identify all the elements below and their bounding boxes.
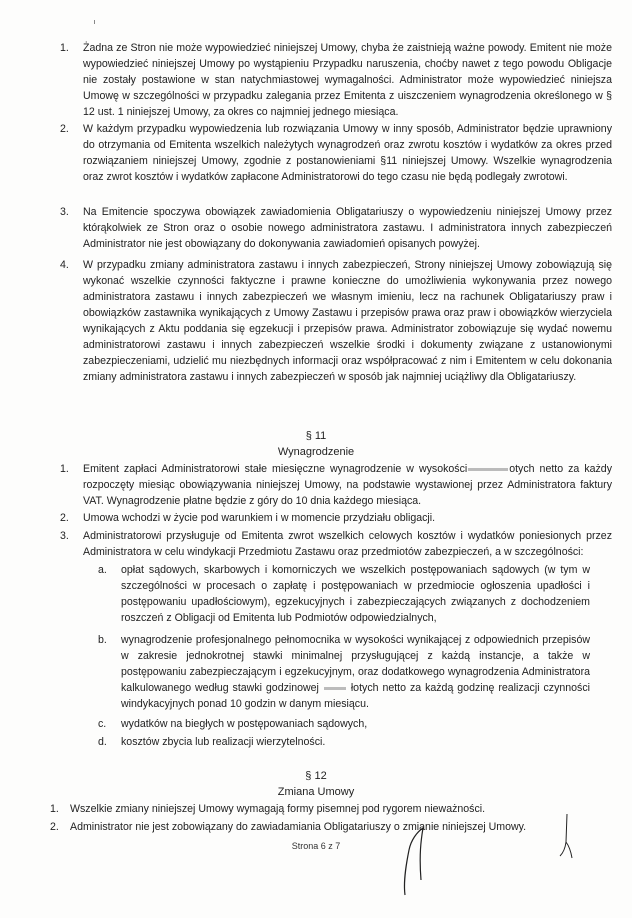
s11-sub-d-num: d.: [98, 736, 107, 748]
page-footer: Strona 6 z 7: [291, 841, 341, 851]
s10-item-4: [60, 257, 612, 385]
s11-sub-b-body: [121, 632, 590, 712]
s11-sub-b: [98, 632, 590, 712]
section-11-number: § 11: [305, 430, 327, 442]
s11-sub-c-text: wydatków na biegłych w postępowaniach sądowych,: [121, 718, 368, 730]
s11-sub-b-text-b: łotych netto za każdą godzinę realizacji czynności windykacyjnych ponad 10 godzin w danym miesiącu.: [121, 682, 590, 710]
s11-item-1-text-b: otych netto za każdy rozpoczęty miesiąc obowiązywania niniejszej Umowy, na podstawie wystawionej przez Administratora faktury VAT. Wynagrodzenie płatne będzie z góry do 10 dnia każdego miesiąca.: [83, 463, 612, 507]
s11-sub-a-text: opłat sądowych, skarbowych i komorniczych we wszelkich postępowaniach sądowych (w tym w szczególności w procesach o zapłatę i postępowaniach w przedmiocie ogłoszenia upadłości i postępowaniu upadłościowym), egzekucyjnych i zabezpieczających związanych z dochodzeniem roszczeń z Obligacji od Emitenta lub Podmiotów odpowiedzialnych,: [121, 564, 590, 624]
s11-item-1-text-a: Emitent zapłaci Administratorowi stałe miesięczne wynagrodzenie w wysokości: [83, 463, 468, 475]
section-12-title: Zmiana Umowy: [277, 786, 355, 798]
s11-sub-a: [98, 562, 590, 626]
s11-item-1-body: [83, 461, 612, 509]
s11-item-3-num: 3.: [60, 530, 69, 542]
s11-sub-d-text: kosztów zbycia lub realizacji wierzytelności.: [121, 736, 326, 748]
section-11-title: Wynagrodzenie: [277, 446, 355, 458]
s11-sub-c: [98, 716, 590, 732]
s10-item-2-text: W każdym przypadku wypowiedzenia lub rozwiązania Umowy w inny sposób, Administrator będzie uprawniony do otrzymania od Emitenta wszelkich należytych wynagrodzeń oraz zwrotu kosztów i wydatków za okres przed rozwiązaniem niniejszej Umowy, zgodnie z postanowieniami §11 niniejszej Umowy. Wszelkie wynagrodzenia oraz zwrot kosztów i wydatków zapłacone Administratorowi do tego czasu nie będą podlegały zwrotowi.: [83, 123, 612, 183]
s12-item-2-num: 2.: [50, 821, 59, 833]
s12-item-1: [50, 801, 602, 817]
s11-sub-c-num: c.: [98, 718, 107, 730]
s11-sub-d: [98, 734, 590, 750]
redaction-mark-2: [324, 687, 346, 690]
s10-item-3-num: 3.: [60, 206, 69, 218]
s10-item-3-text: Na Emitencie spoczywa obowiązek zawiadomienia Obligatariuszy o wypowiedzeniu niniejszej Umowy przez którąkolwiek ze Stron oraz o osobie nowego administratora zastawu. I administratora innych zabezpieczeń Administrator nie jest obowiązany do dokonywania zawiadomień opisanych powyżej.: [83, 206, 612, 250]
s12-item-2-text: Administrator nie jest zobowiązany do zawiadamiania Obligatariuszy o zmianie niniejszej Umowy.: [70, 821, 527, 833]
s11-sub-b-text-a: wynagrodzenie profesjonalnego pełnomocnika w wysokości wynikającej z odpowiednich przepisów w zakresie jednokrotnej stawki minimalnej przysługującej z każdą instancje, a także w postępowaniu zabezpieczającym i egzekucyjnym, oraz dodatkowego wynagrodzenia Administratora kalkulowanego według stawki godzinowej: [121, 634, 590, 694]
s10-item-2: [60, 121, 612, 185]
s11-item-2-text: Umowa wchodzi w życie pod warunkiem i w momencie przydziału obligacji.: [83, 512, 436, 524]
s11-item-2-num: 2.: [60, 512, 69, 524]
signature-mark: [395, 820, 435, 900]
s10-item-1-num: 1.: [60, 42, 69, 54]
s12-item-1-text: Wszelkie zmiany niniejszej Umowy wymagają formy pisemnej pod rygorem nieważności.: [70, 803, 486, 815]
s12-item-2: [50, 819, 602, 835]
s10-item-2-num: 2.: [60, 123, 69, 135]
section-12-number: § 12: [305, 770, 327, 782]
initials-mark: [557, 812, 577, 862]
s12-item-1-num: 1.: [50, 803, 59, 815]
s11-item-1: [60, 461, 612, 509]
s10-item-1: [60, 40, 612, 120]
s11-item-3: [60, 528, 612, 560]
s11-item-1-num: 1.: [60, 463, 69, 475]
s11-sub-b-num: b.: [98, 634, 107, 646]
s10-item-1-text: Żadna ze Stron nie może wypowiedzieć niniejszej Umowy, chyba że zaistnieją ważne powody. Emitent nie może wypowiedzieć niniejszej Umowy po wystąpieniu Przypadku naruszenia, choćby nawet z tego powodu Obligacje nie zostały postawione w stan natychmiastowej wymagalności. Administrator może wypowiedzieć niniejsza Umowę w szczególności w przypadku zalegania przez Emitenta z uiszczeniem wynagrodzenia określonego w § 12 ust. 1 niniejszej Umowy, za okres co najmniej jednego miesiąca.: [83, 42, 612, 118]
s11-sub-a-num: a.: [98, 564, 107, 576]
s11-item-2: [60, 510, 612, 526]
s10-item-4-text: W przypadku zmiany administratora zastawu i innych zabezpieczeń, Strony niniejszej Umowy zobowiązują się wykonać wszelkie czynności faktyczne i prawne konieczne do umożliwienia wykonywania przez nowego administratora zastawu i innych zabezpieczeń we własnym imieniu, lecz na rachunek Obligatariuszy praw i obowiązków zastawnika wynikających z Umowy Zastawu i przepisów prawa oraz praw i obowiązków wierzyciela wynikających z Aktu poddania się egzekucji i przepisów prawa. Administrator zobowiązuje się wydać nowemu administratorowi zastawu i innych zabezpieczeń wszelkie środki i dokumenty związane z ustanowionymi zabezpieczeniami, udzielić mu niezbędnych informacji oraz współpracować z nim i Emitentem w celu dokonania zmiany administratora zastawu i innych zabezpieczeń w sposób jak najmniej uciążliwy dla Obligatariuszy.: [83, 259, 612, 383]
scan-mark: [94, 20, 95, 24]
s10-item-4-num: 4.: [60, 259, 69, 271]
s11-item-3-text: Administratorowi przysługuje od Emitenta zwrot wszelkich celowych kosztów i wydatków poniesionych przez Administratora w celu windykacji Przedmiotu Zastawu oraz przedmiotów zabezpieczeń, a w szczególności:: [83, 530, 612, 558]
s10-item-3: [60, 204, 612, 252]
redaction-mark: [468, 468, 508, 471]
